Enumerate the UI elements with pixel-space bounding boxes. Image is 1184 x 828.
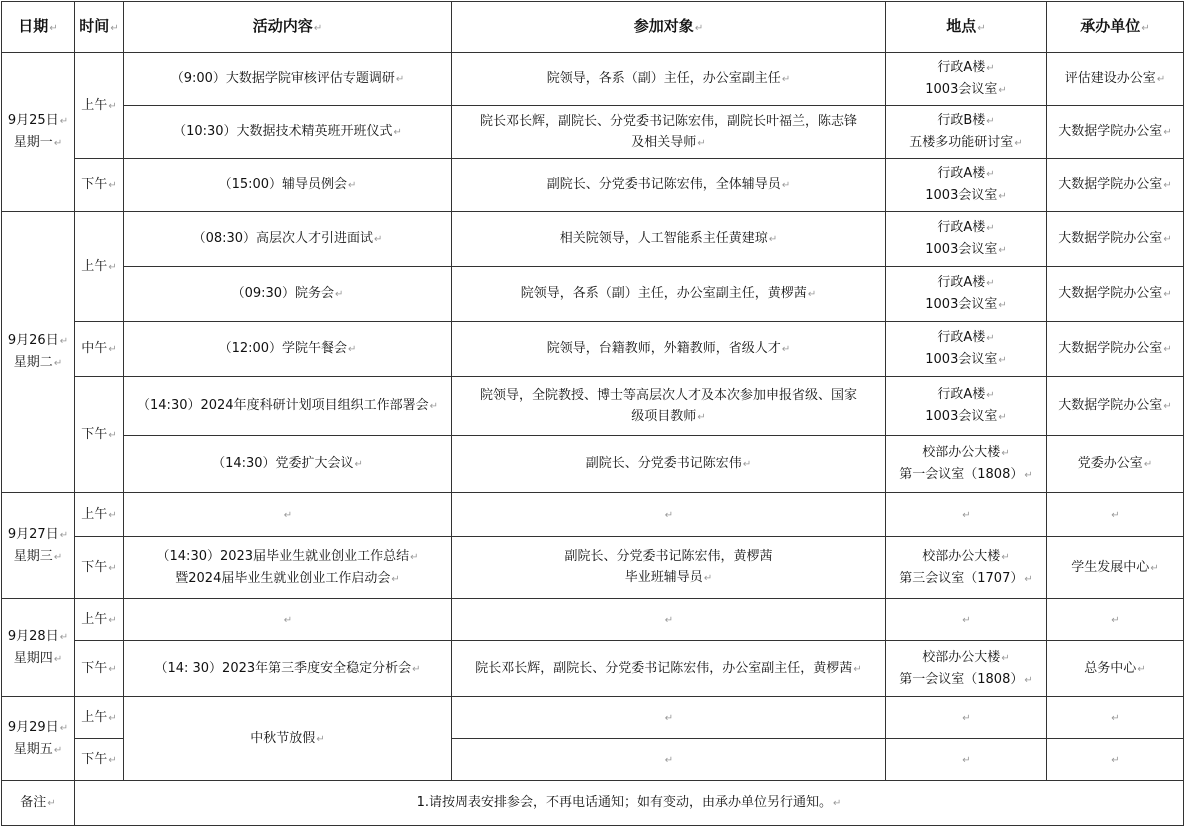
participants-cell: 院领导，各系（副）主任，办公室副主任，黄椤茜 ↵ [452,267,886,322]
date-cell: 9月28日 ↵ 星期四 ↵ [2,599,75,697]
organizer-cell: 大数据学院办公室 ↵ [1047,106,1184,159]
empty-cell [886,739,1047,781]
period-cell: 上午 ↵ [75,599,124,641]
empty-cell [886,697,1047,739]
period-cell: 上午 ↵ [75,697,124,739]
period-cell: 下午 ↵ [75,641,124,697]
empty-cell [124,599,452,641]
header-participants: 参加对象 ↵ [452,2,886,53]
organizer-cell: 大数据学院办公室 ↵ [1047,322,1184,377]
period-cell: 下午 ↵ [75,159,124,212]
organizer-cell: 评估建设办公室 ↵ [1047,53,1184,106]
activity-cell: （09:30）院务会 ↵ [124,267,452,322]
empty-cell [452,739,886,781]
location-cell: 行政A楼 ↵ 1003会议室 ↵ [886,159,1047,212]
activity-cell: （9:00）大数据学院审核评估专题调研 ↵ [124,53,452,106]
activity-cell: （08:30）高层次人才引进面试 ↵ [124,212,452,267]
date-cell: 9月26日 ↵ 星期二 ↵ [2,212,75,493]
empty-cell [452,697,886,739]
table-row [2,641,1184,697]
remark-row [2,781,1184,826]
header-organizer: 承办单位 ↵ [1047,2,1184,53]
location-cell: 行政A楼 ↵ 1003会议室 ↵ [886,53,1047,106]
period-cell: 上午 ↵ [75,212,124,322]
table-row [2,212,1184,267]
empty-cell [1047,599,1184,641]
organizer-cell: 大数据学院办公室 ↵ [1047,377,1184,436]
activity-cell: （15:00）辅导员例会 ↵ [124,159,452,212]
header-date: 日期 ↵ [2,2,75,53]
activity-cell: （14:30）2023届毕业生就业创业工作总结 ↵ 暨2024届毕业生就业创业工作启动会 ↵ [124,537,452,599]
empty-cell [452,493,886,537]
organizer-cell: 大数据学院办公室 ↵ [1047,267,1184,322]
table-row [2,322,1184,377]
activity-cell: （14:30）2024年度科研计划项目组织工作部署会 ↵ [124,377,452,436]
participants-cell: 副院长、分党委书记陈宏伟 ↵ [452,436,886,493]
participants-cell: 副院长、分党委书记陈宏伟，黄椤茜 毕业班辅导员 ↵ [452,537,886,599]
table-row [2,53,1184,106]
period-cell: 中午 ↵ [75,322,124,377]
date-cell: 9月27日 ↵ 星期三 ↵ [2,493,75,599]
location-cell: 行政A楼 ↵ 1003会议室 ↵ [886,322,1047,377]
location-cell: 行政A楼 ↵ 1003会议室 ↵ [886,212,1047,267]
organizer-cell: 总务中心 ↵ [1047,641,1184,697]
empty-cell [1047,739,1184,781]
participants-cell: 院领导，台籍教师，外籍教师，省级人才 ↵ [452,322,886,377]
period-cell: 下午 ↵ [75,739,124,781]
table-row [2,159,1184,212]
table-row [2,493,1184,537]
table-row [2,267,1184,322]
participants-cell: 相关院领导，人工智能系主任黄建琼 ↵ [452,212,886,267]
table-row [2,106,1184,159]
activity-cell: （12:00）学院午餐会 ↵ [124,322,452,377]
participants-cell: 院领导，各系（副）主任，办公室副主任 ↵ [452,53,886,106]
organizer-cell: 学生发展中心 ↵ [1047,537,1184,599]
location-cell: 校部办公大楼 ↵ 第一会议室（1808） ↵ [886,436,1047,493]
table-row [2,697,1184,739]
period-cell: 上午 ↵ [75,53,124,159]
activity-cell: （14:30）党委扩大会议 ↵ [124,436,452,493]
holiday-cell: 中秋节放假 ↵ [124,697,452,781]
location-cell: 行政A楼 ↵ 1003会议室 ↵ [886,377,1047,436]
organizer-cell: 大数据学院办公室 ↵ [1047,159,1184,212]
header-time: 时间 ↵ [75,2,124,53]
empty-cell [886,599,1047,641]
location-cell: 行政B楼 ↵ 五楼多功能研讨室 ↵ [886,106,1047,159]
table-row [2,436,1184,493]
period-cell: 上午 ↵ [75,493,124,537]
location-cell: 校部办公大楼 ↵ 第三会议室（1707） ↵ [886,537,1047,599]
location-cell: 校部办公大楼 ↵ 第一会议室（1808） ↵ [886,641,1047,697]
empty-cell [1047,493,1184,537]
participants-cell: 院领导，全院教授、博士等高层次人才及本次参加申报省级、国家 级项目教师 ↵ [452,377,886,436]
activity-cell: （14: 30）2023年第三季度安全稳定分析会 ↵ [124,641,452,697]
header-location: 地点 ↵ [886,2,1047,53]
remark-text: 1.请按周表安排参会，不再电话通知；如有变动，由承办单位另行通知。 ↵ [75,781,1184,826]
empty-cell [886,493,1047,537]
organizer-cell: 党委办公室 ↵ [1047,436,1184,493]
header-activity: 活动内容 ↵ [124,2,452,53]
date-cell: 9月25日 ↵ 星期一 ↵ [2,53,75,212]
table-row [2,599,1184,641]
participants-cell: 院长邓长辉，副院长、分党委书记陈宏伟，办公室副主任，黄椤茜 ↵ [452,641,886,697]
header-row [2,2,1184,53]
empty-cell [1047,697,1184,739]
schedule-table [1,1,1184,826]
activity-cell: （10:30）大数据技术精英班开班仪式 ↵ [124,106,452,159]
period-cell: 下午 ↵ [75,537,124,599]
participants-cell: 副院长、分党委书记陈宏伟，全体辅导员 ↵ [452,159,886,212]
participants-cell: 院长邓长辉，副院长、分党委书记陈宏伟，副院长叶福兰，陈志锋 及相关导师 ↵ [452,106,886,159]
table-row [2,537,1184,599]
empty-cell [452,599,886,641]
empty-cell [124,493,452,537]
location-cell: 行政A楼 ↵ 1003会议室 ↵ [886,267,1047,322]
remark-label: 备注 ↵ [2,781,75,826]
organizer-cell: 大数据学院办公室 ↵ [1047,212,1184,267]
table-row [2,377,1184,436]
period-cell: 下午 ↵ [75,377,124,493]
date-cell: 9月29日 ↵ 星期五 ↵ [2,697,75,781]
